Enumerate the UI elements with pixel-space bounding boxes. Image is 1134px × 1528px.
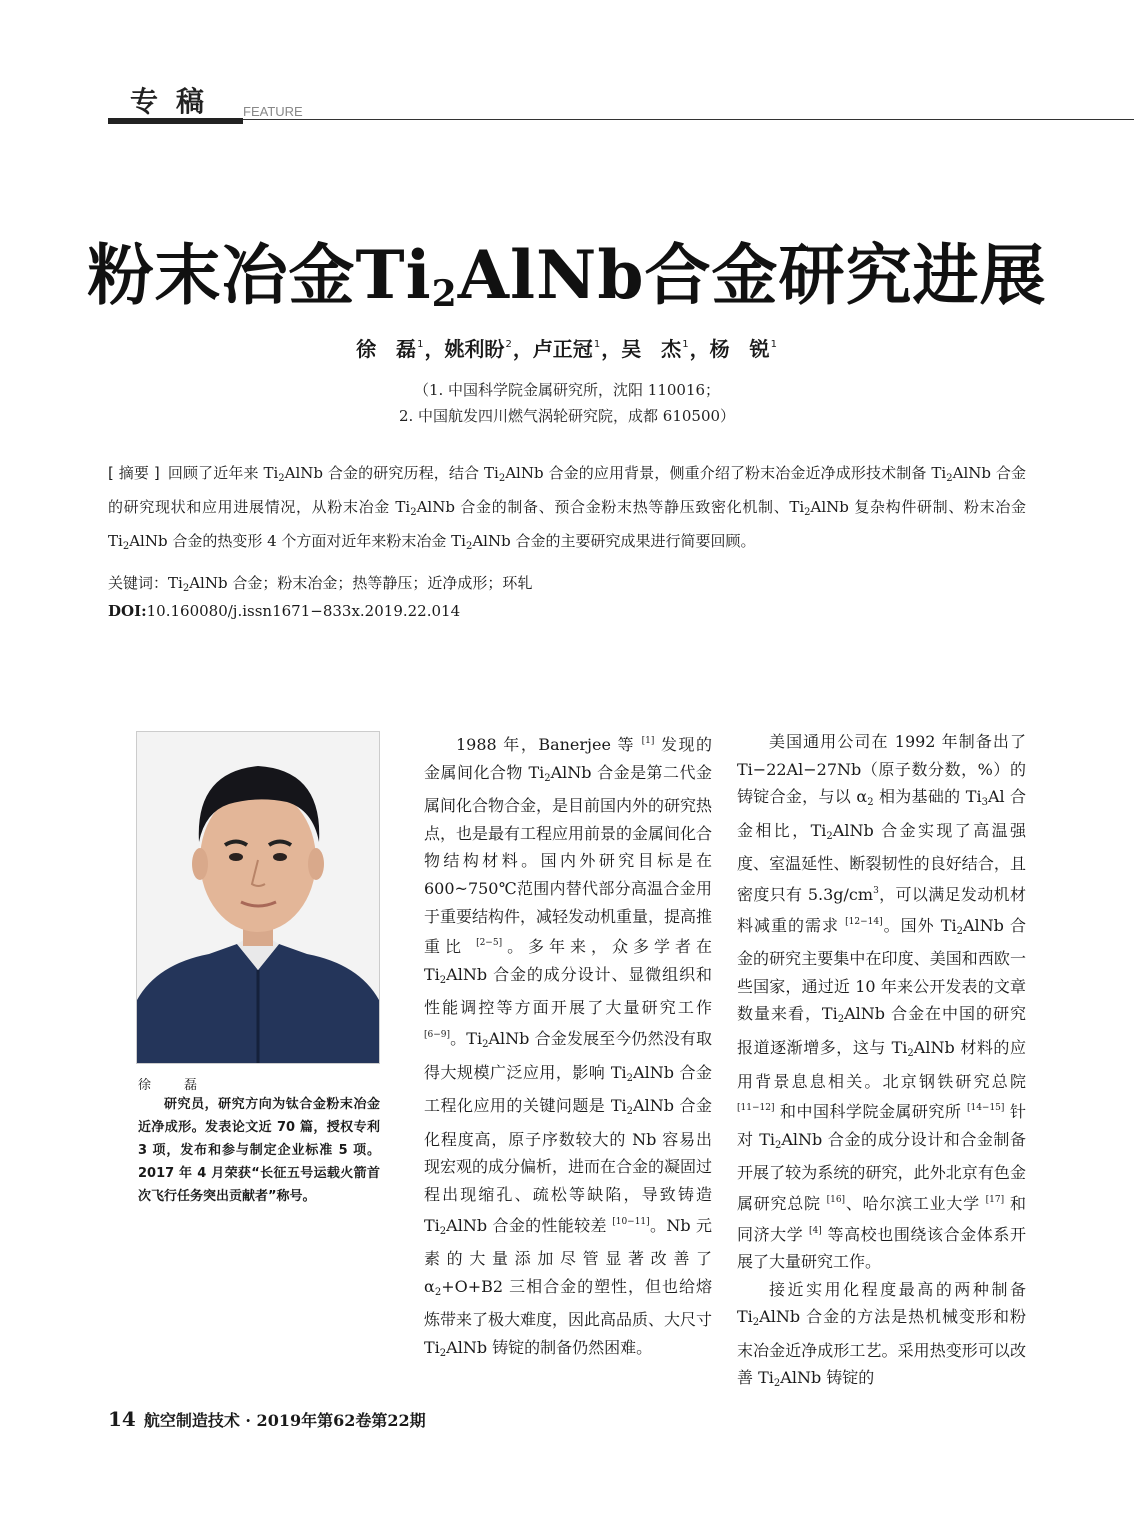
text-run: 。国外 Ti [882,915,957,935]
text-run: AlNb 合金的方法是热机械变形和粉末冶金近净成形工艺。采用热变形可以改善 Ti [737,1307,1026,1388]
text-run: ，可以满足发动机材料减重的需求 [737,884,1026,935]
text-run: AlNb 合金的制备、预合金粉末热等静压致密化机制、Ti [416,498,805,516]
text-run: Al 合金相比，Ti [737,787,1026,840]
text-run: 。多年来，众多学者在 Ti [424,937,712,984]
author-name: 杨 锐 [709,337,770,361]
subscript: 2 [752,1317,760,1329]
profile-bio: 研究员，研究方向为钛合金粉末冶金近净成形。发表论文近 70 篇，授权专利 3 项，发布和参与制定企业标准 5 项。2017 年 4 月荣获“长征五号运载火箭首次飞行任务突出贡献者”称号。 [138,1097,380,1204]
subscript: 2 [122,541,130,552]
subscript: 2 [626,1072,634,1084]
subscript: 2 [867,797,874,809]
subscript: 2 [439,1347,447,1359]
citation-ref[interactable]: [14−15] [966,1103,1005,1114]
column-title: 专稿 [130,85,223,118]
text-run: 针对 Ti [737,1102,1026,1149]
doi[interactable] [108,599,460,623]
keywords-label: 关键词： [108,574,169,592]
subscript: 2 [773,1378,781,1390]
text-run: 等高校也围绕该合金体系开展了大量研究工作。 [737,1224,1026,1272]
doi-value[interactable]: 10.160080/j.issn1671−833x.2019.22.014 [146,602,461,620]
subscript: 2 [837,1014,845,1026]
column-title-en: FEATURE [243,104,303,119]
title-subscript: 2 [431,273,458,315]
keywords [108,570,1026,602]
author-name: 徐 磊 [356,337,417,361]
text-run: 接近实用化程度最高的两种制备 Ti [737,1279,1026,1327]
subscript: 2 [907,1047,914,1059]
text-run: AlNb 合金化程度高，原子序数较大的 Nb 容易出现宏观的成分偏析，进而在合金的凝固过程出现缩孔、疏松等缺陷，导致铸造 Ti [424,1096,713,1235]
text-run: 回顾了近年来 Ti [167,464,279,482]
text-run: AlNb 材料的应用背景息息相关。北京钢铁研究总院 [737,1037,1026,1091]
title-suffix: AlNb合金研究进展 [457,236,1047,314]
citation-ref[interactable]: [10−11] [612,1216,650,1227]
text-run: AlNb 合金的性能较差 [446,1215,613,1235]
page-footer [108,1407,426,1431]
page-number: 14 [108,1407,136,1431]
text-run: AlNb 合金发展至今仍然没有取得大规模广泛应用，影响 Ti [424,1028,712,1082]
body-column-2 [737,728,1026,1398]
affiliation-2: 2. 中国航发四川燃气涡轮研究院，成都 610500） [398,407,736,425]
text-run: 相为基础的 Ti [873,787,982,807]
journal-info: 航空制造技术 · 2019年第62卷第22期 [143,1411,426,1430]
text-run: 和中国科学院金属研究所 [774,1102,967,1122]
body-paragraph [737,728,1026,1276]
author-affiliation-mark: 1 [417,339,424,350]
subscript: 2 [439,1225,447,1237]
text-run: AlNb 合金是第二代金属间化合物合金，是目前国内外的研究热点，也是最有工程应用前景的金属间化合物结构材料。国内外研究目标是在 600~750℃范围内替代部分高温合金用于重要结构件，减轻发动机重量，提高推重比 [424,762,713,957]
text-run: AlNb 铸锭的 [780,1368,875,1388]
author-list: 徐 磊$^1$，姚利盼$^2$，卢正冠$^1$，吴 杰$^1$，杨 锐$^1$ [356,337,777,361]
subscript: 2 [774,1139,782,1151]
text-run: AlNb 合金在中国的研究报道逐渐增多，这与 Ti [737,1004,1026,1057]
text-run: AlNb 合金的主要研究成果进行简要回顾。 [472,532,756,550]
text-run: 。Nb 元素的大量添加尽管显著改善了 α [424,1215,712,1296]
profile-name: 徐 磊 [138,1078,208,1093]
subscript: 2 [826,830,833,842]
abstract [108,459,1026,561]
citation-ref[interactable]: [2−5] [476,938,503,949]
citation-ref[interactable]: [16] [826,1194,846,1205]
text-run: 、哈尔滨工业大学 [845,1193,986,1213]
text-run: AlNb 铸锭的制备仍然困难。 [446,1337,653,1357]
header-rule [243,119,1134,120]
text-run: 1988 年，Banerjee 等 [456,735,642,754]
keywords-text [168,574,532,592]
author-affiliation-mark: 1 [593,339,601,350]
subscript: 2 [410,507,417,518]
subscript: 2 [544,772,551,784]
body-paragraph [424,728,712,1367]
author-name: 卢正冠 [532,337,593,361]
subscript: 2 [956,925,963,937]
author-name: 姚利盼 [444,337,505,361]
abstract-text [108,464,1026,550]
title-prefix: 粉末冶金Ti [87,236,432,314]
citation-ref[interactable]: [6−9] [424,1029,451,1040]
subscript: 2 [946,473,953,484]
subscript: 2 [434,1286,442,1298]
text-run: AlNb 合金的研究主要集中在印度、美国和西欧一些国家，通过近 10 年来公开发表的文章数量来看，Ti [737,915,1026,1024]
subscript: 2 [182,583,190,594]
body-paragraph [737,1276,1026,1398]
text-run: AlNb 合金的成分设计、显微组织和性能调控等方面开展了大量研究工作 [424,964,712,1018]
text-run: AlNb 合金的应用背景，侧重介绍了粉末冶金近净成形技术制备 Ti [505,464,947,482]
citation-ref[interactable]: [4] [809,1225,822,1236]
text-run: 和同济大学 [737,1193,1026,1244]
text-run: AlNb 合金的研究现状和应用进展情况，从粉末冶金 Ti [108,464,1026,516]
text-run: AlNb 复杂构件研制、粉末冶金 Ti [108,498,1026,550]
text-run: AlNb 合金实现了高温强度、室温延性、断裂韧性的良好结合，且密度只有 5.3g/cm [737,820,1026,904]
subscript: 2 [804,507,811,518]
subscript: 2 [278,473,285,484]
text-run: AlNb 合金的研究历程，结合 Ti [284,464,499,482]
superscript: 3 [873,885,879,896]
text-run: AlNb 合金工程化应用的关键问题是 Ti [424,1062,712,1116]
header-bar [108,118,243,124]
text-run: 发现的金属间化合物 Ti [424,735,712,782]
subscript: 2 [465,541,473,552]
article-title [0,222,1134,317]
text-run: 。Ti [450,1028,483,1048]
citation-ref[interactable]: [11−12] [737,1103,775,1114]
author-affiliation-mark: 1 [770,339,777,350]
subscript: 3 [981,797,988,809]
subscript: 2 [439,974,447,986]
text-run: AlNb 合金的热变形 4 个方面对近年来粉末冶金 Ti [129,532,466,550]
subscript: 2 [498,473,506,484]
author-affiliation-mark: 2 [505,339,512,350]
portrait-image [137,732,379,1063]
doi-label: DOI: [108,602,147,620]
subscript: 2 [626,1106,634,1118]
affiliation-1: （1. 中国科学院金属研究所，沈阳 110016； [413,381,721,399]
text-run: AlNb 合金的成分设计和合金制备开展了较为系统的研究，此外北京有色金属研究总院 [737,1129,1026,1213]
author-name: 吴 杰 [621,337,682,361]
subscript: 2 [482,1038,489,1050]
citation-ref[interactable]: [1] [641,736,655,746]
citation-ref[interactable]: [17] [985,1194,1005,1205]
text-run: 美国通用公司在 1992 年制备出了 Ti−22Al−27Nb（原子数分数，%）的铸锭合金，与以 α [737,732,1026,807]
text-run: Ti [168,574,183,592]
abstract-label: [ 摘要 ] [108,464,160,482]
text-run: AlNb 合金；粉末冶金；热等静压；近净成形；环轧 [189,574,533,592]
author-affiliation-mark: 1 [682,339,689,350]
text-run: +O+B2 三相合金的塑性，但也给熔炼带来了极大难度，因此高品质、大尺寸 Ti [424,1276,713,1357]
author-photo [136,731,380,1064]
body-column-1 [424,728,712,1367]
citation-ref[interactable]: [12−14] [845,916,883,927]
